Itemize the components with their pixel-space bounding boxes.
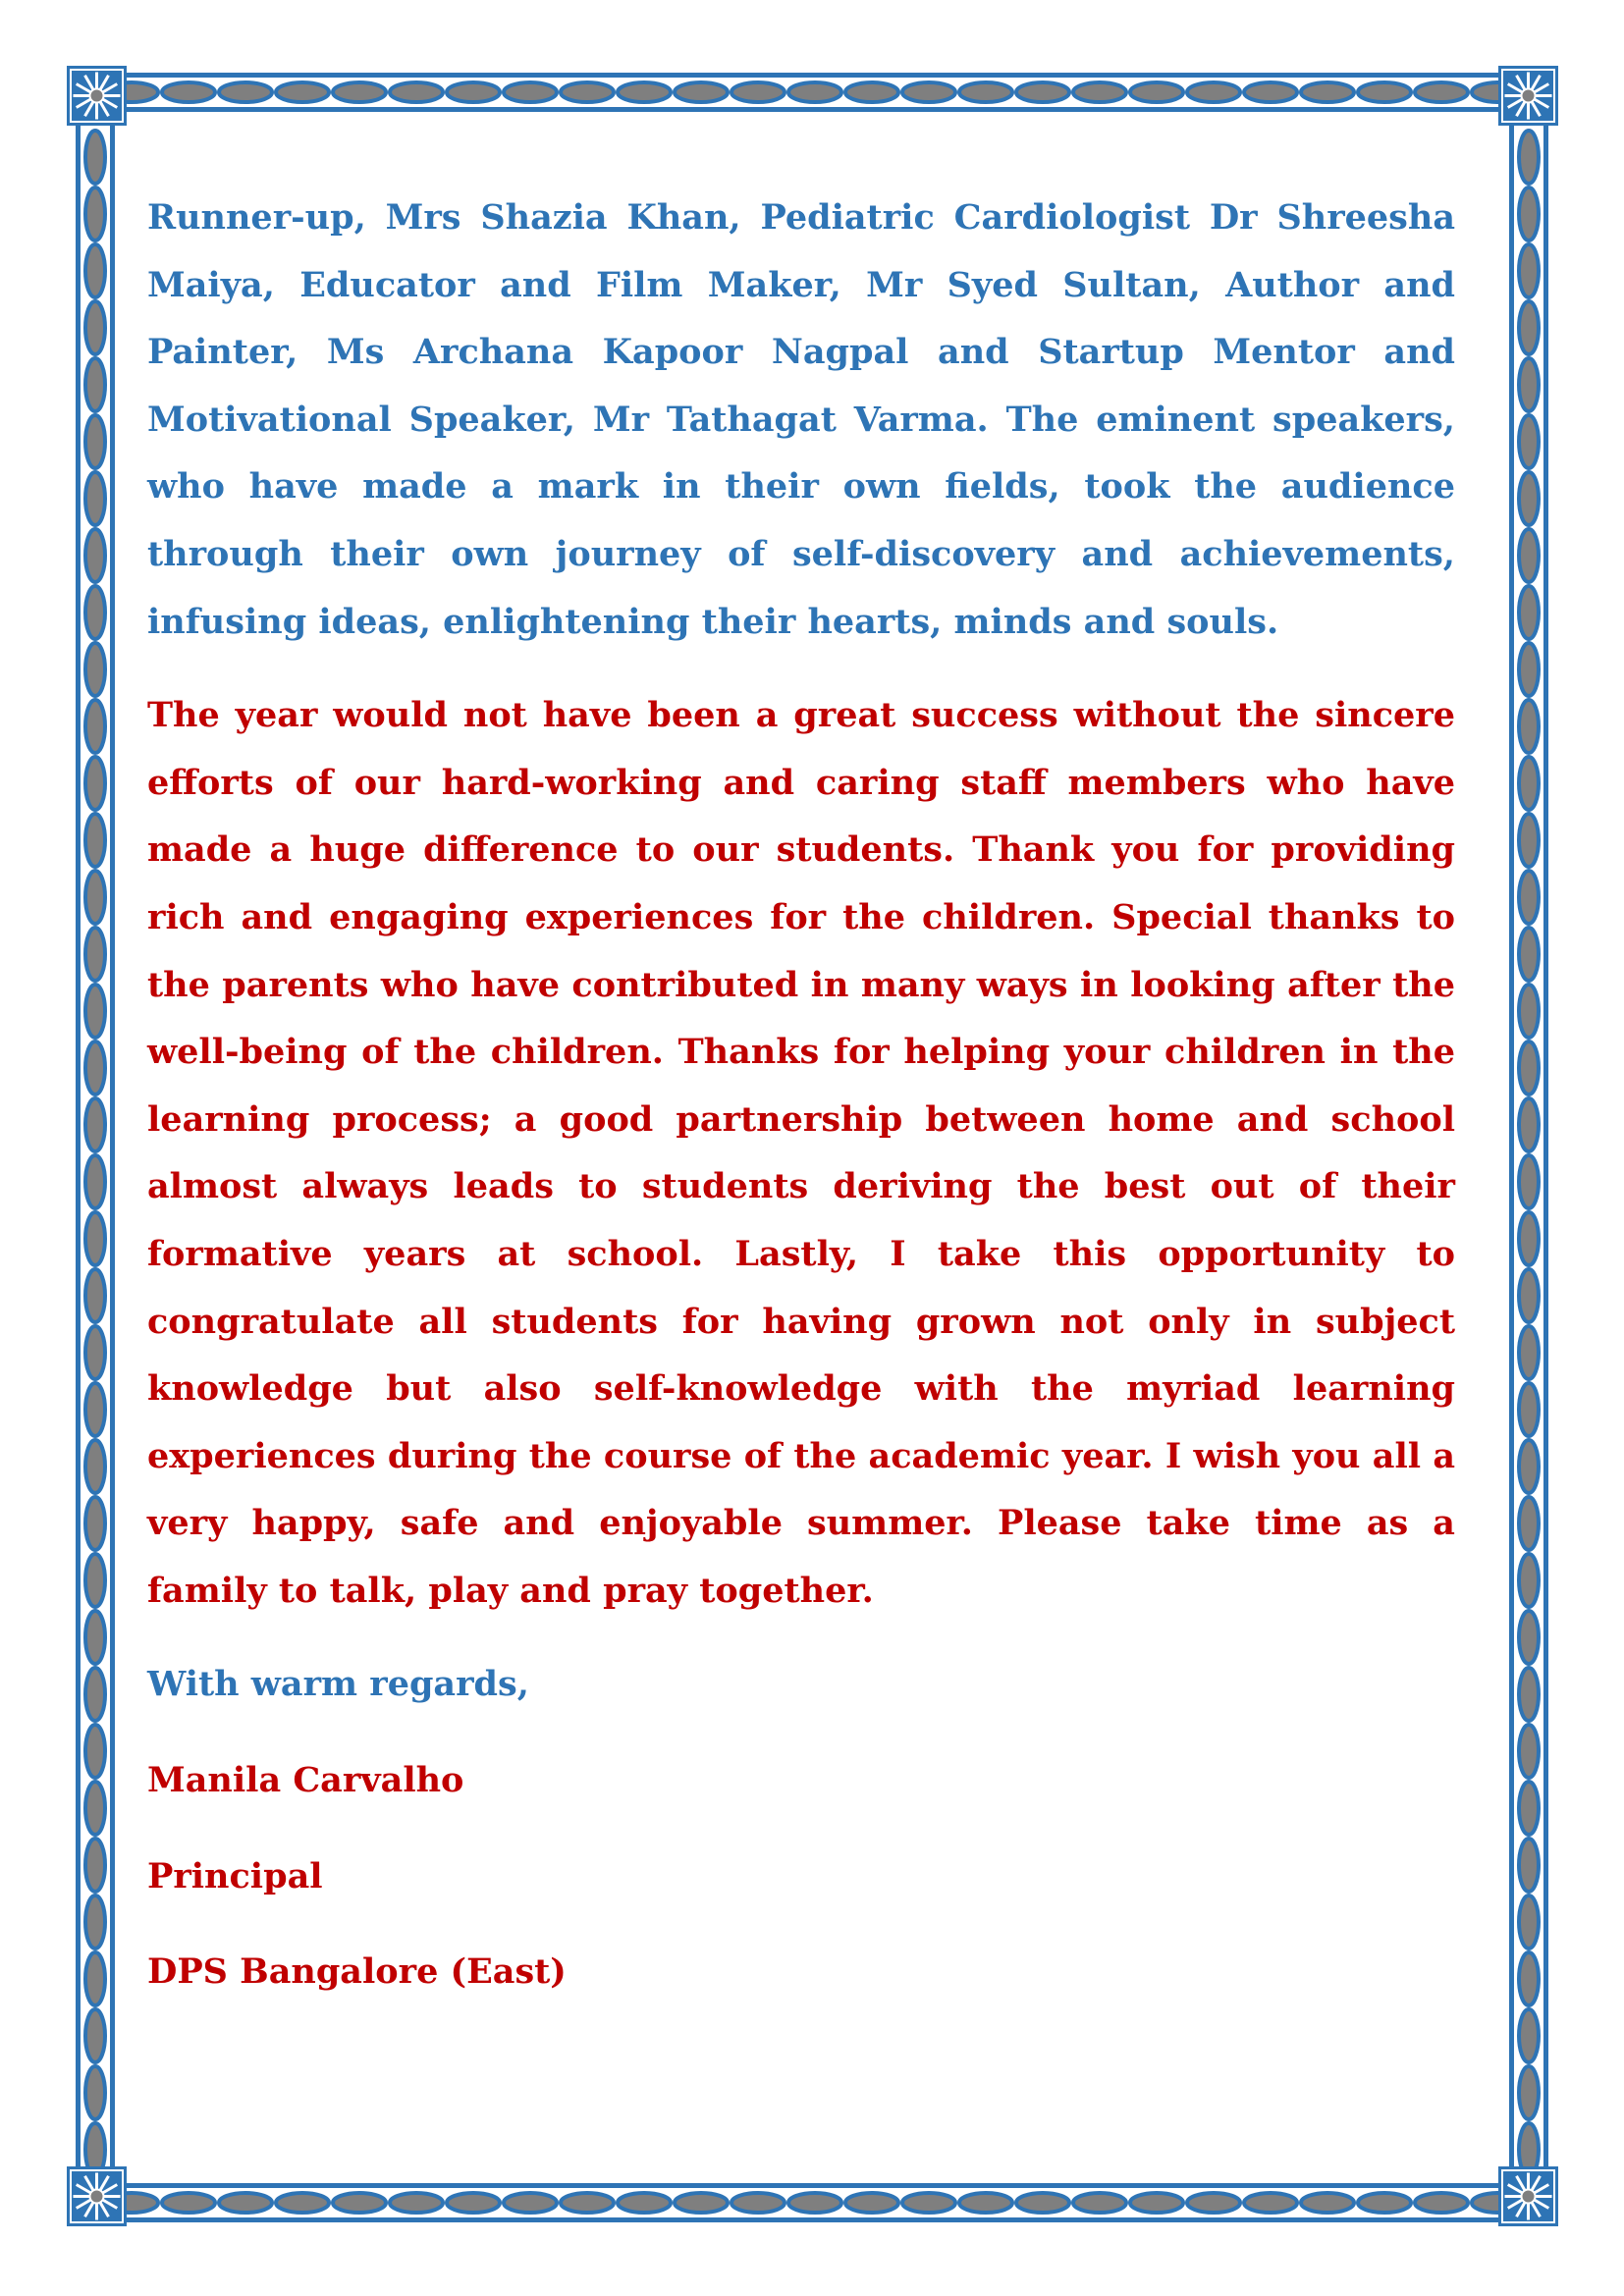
thanks-paragraph: The year would not have been a great success without the sincere efforts of our hard-working and caring staff members who have made a huge difference to our students. Thank you for providing rich and engaging experiences for the children. Special thanks to the parents who have contributed in many ways in looking after the well-being of the children. Thanks for helping your children in the learning process; a good partnership between home and school almost always leads to students deriving the best out of their formative years at school. Lastly, I take this opportunity to congratulate all students for having grown not only in subject knowledge but also self-knowledge with the myriad learning experiences during the course of the academic year. I wish you all a very happy, safe and enjoyable summer. Please take time as a family to talk, play and pray together. xyxy=(147,695,1455,1611)
signatory-title: Principal xyxy=(147,1855,323,1896)
letter-body xyxy=(147,185,1455,2006)
closing-line: With warm regards, xyxy=(147,1664,529,1705)
speakers-paragraph: Runner-up, Mrs Shazia Khan, Pediatric Cardiologist Dr Shreesha Maiya, Educator and Film Maker, Mr Syed Sultan, Author and Painter, Ms Archana Kapoor Nagpal and Startup Mentor and Motivational Speaker, Mr Tathagat Varma. The eminent speakers, who have made a mark in their own fields, took the audience through their own journey of self-discovery and achievements, infusing ideas, enlightening their hearts, minds and souls. xyxy=(147,197,1455,642)
signatory-organization: DPS Bangalore (East) xyxy=(147,1951,567,1993)
signatory-name: Manila Carvalho xyxy=(147,1760,464,1801)
